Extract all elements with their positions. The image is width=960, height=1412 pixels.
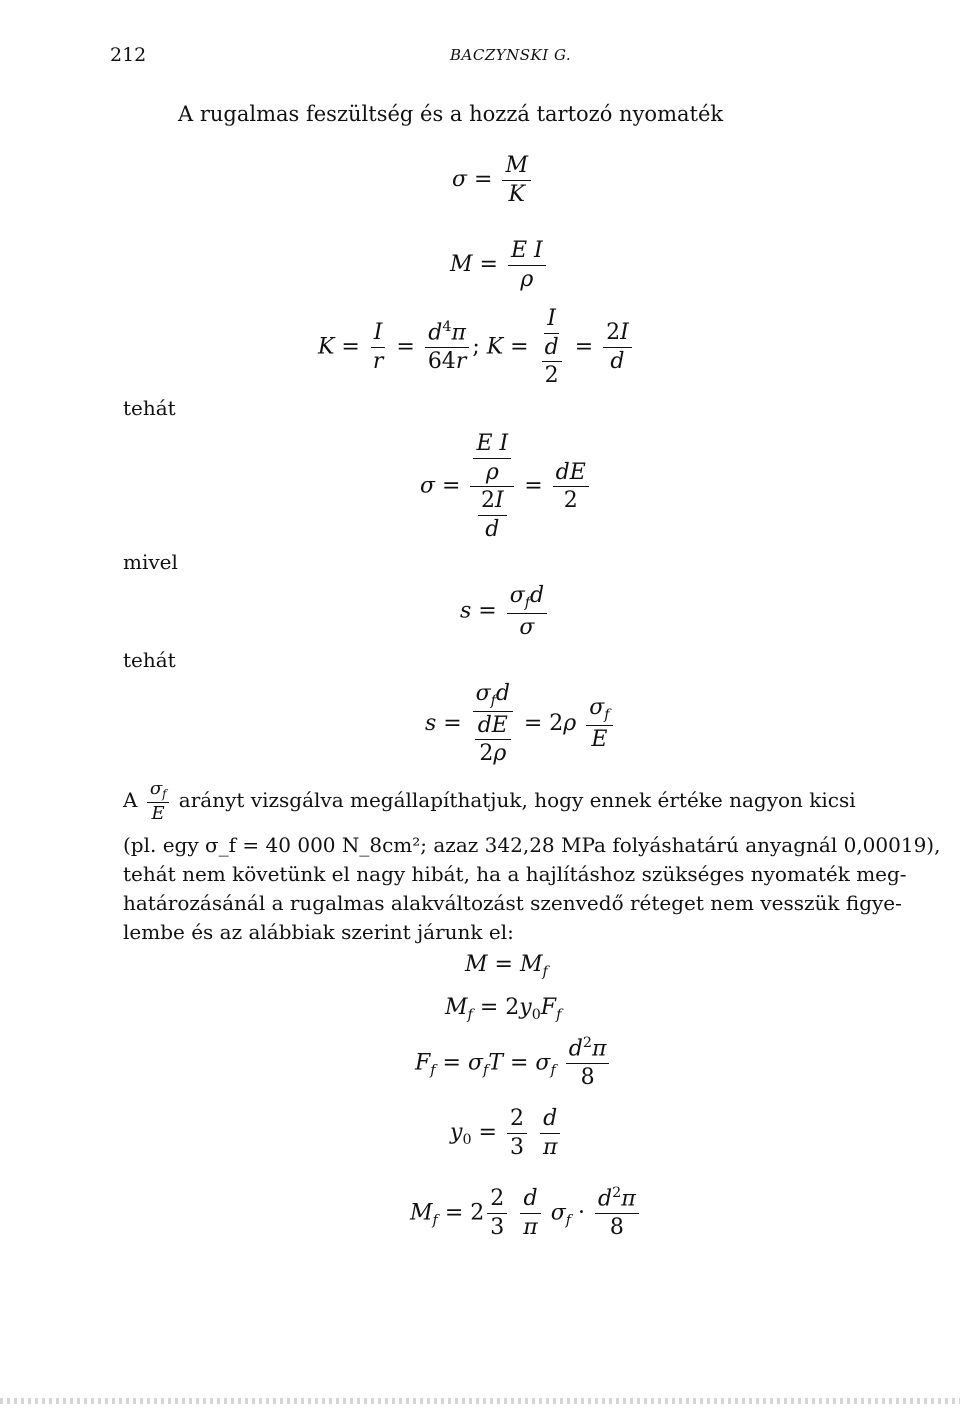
equation-mf-y0-ff: $M_f = 2y_0F_f$ bbox=[445, 995, 562, 1023]
page-header bbox=[110, 44, 890, 74]
intro-sentence: A rugalmas feszültség és a hozzá tartozó nyomaték bbox=[178, 102, 724, 126]
running-head: BACZYNSKI G. bbox=[450, 46, 572, 64]
equation-sigma-de: σ = $\frac{\frac{\text{E I}}{\rho}}{\frac{2I}{d}}$ = $\frac{dE}{2}$ bbox=[420, 430, 592, 543]
equation-m-mf: $M = M_f$ bbox=[465, 952, 548, 980]
equation-s-result: s = $\frac{\sigma_fd}{\frac{dE}{2\rho}}$ = 2ρ $\frac{\sigma_f}{E}$ bbox=[425, 680, 616, 768]
page-number: 212 bbox=[110, 44, 147, 66]
equation-ff: $F_f = \sigma_fT = \sigma_f$ $\frac{d^2\pi}{8}$ bbox=[415, 1035, 612, 1092]
paragraph-line-4: határozásánál a rugalmas alakváltozást szenvedő réteget nem vesszük figye- bbox=[123, 891, 902, 916]
equation-k-definition: K = $\frac{I}{r}$ = $\frac{d^4\pi}{64r}$ ; K = $\frac{I}{\frac{d}{2}}$ = $\frac{2I}{d}$ bbox=[318, 305, 635, 390]
body-paragraph bbox=[123, 778, 941, 947]
equation-mf-final: $M_f = 2$ $\frac{2}{3}$ $\frac{d}{\pi}$ $\sigma_f$ · $\frac{d^2\pi}{8}$ bbox=[410, 1185, 642, 1242]
paragraph-line-3: tehát nem követünk el nagy hibát, ha a hajlításhoz szükséges nyomaték meg- bbox=[123, 862, 907, 887]
paragraph-line-5: lembe és az alábbiak szerint járunk el: bbox=[123, 920, 514, 945]
label-mivel: mivel bbox=[123, 550, 178, 574]
equation-s-sigma: s = $\frac{\sigma_fd}{\sigma}$ bbox=[460, 582, 550, 641]
label-tehat-2: tehát bbox=[123, 648, 176, 672]
equation-sigma-m-k: σ = $\frac{M}{K}$ bbox=[452, 152, 534, 208]
equation-m-ei-rho: M = $\frac{\text{E I}}{\rho}$ bbox=[450, 237, 549, 293]
label-tehat-1: tehát bbox=[123, 396, 176, 420]
paragraph-line-1: A $\frac{\sigma_f}{E}$ arányt vizsgálva megállapíthatjuk, hogy ennek értéke nagyon kicsi bbox=[123, 778, 856, 824]
equation-y0: $y_0$ = $\frac{2}{3}$ $\frac{d}{\pi}$ bbox=[450, 1105, 563, 1161]
paragraph-line-2: (pl. egy σ_f = 40 000 N_8cm²; azaz 342,28 MPa folyáshatárú anyagnál 0,00019), bbox=[123, 833, 941, 858]
scan-edge-artifact bbox=[0, 1398, 960, 1404]
